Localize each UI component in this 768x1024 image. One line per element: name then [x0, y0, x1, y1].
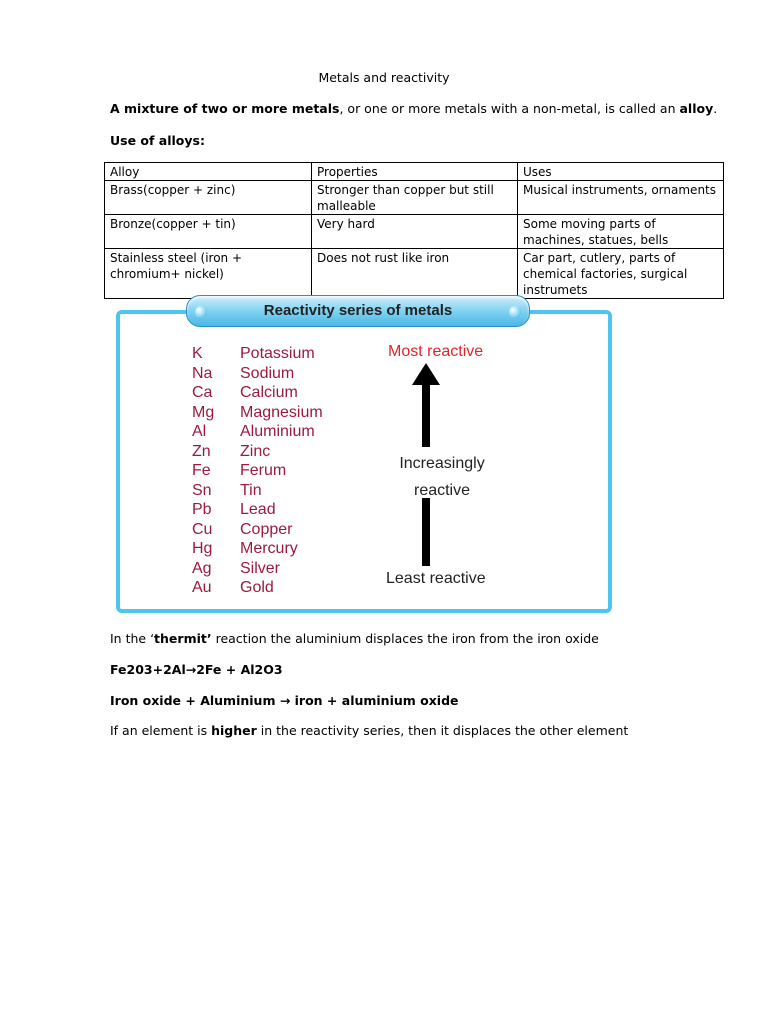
table-cell: Musical instruments, ornaments	[518, 181, 724, 215]
metal-symbol: Ag	[192, 559, 212, 577]
alloys-table	[104, 162, 724, 299]
increasingly-line2: reactive	[413, 482, 471, 499]
conclusion-bold: higher	[211, 723, 257, 738]
metal-symbol: Na	[192, 364, 213, 382]
metal-name: Gold	[240, 579, 274, 596]
metal-name: Ferum	[240, 462, 287, 479]
header-uses: Uses	[518, 163, 724, 181]
metal-name: Potassium	[240, 345, 315, 362]
conclusion-post: in the reactivity series, then it displaces the other element	[256, 723, 629, 738]
metal-name: Silver	[240, 559, 281, 577]
metal-symbol: Sn	[192, 481, 212, 499]
word-equation: Iron oxide + Aluminium → iron + aluminium oxide	[110, 693, 459, 708]
most-reactive-label: Most reactive	[388, 343, 484, 360]
increasingly-reactive-label	[386, 450, 498, 504]
reactivity-series-figure	[116, 295, 612, 613]
metal-name: Magnesium	[240, 403, 323, 421]
table-cell: Stronger than copper but still malleable	[312, 181, 518, 215]
table-cell: Very hard	[312, 215, 518, 249]
arrow-shaft-lower	[422, 498, 430, 566]
metal-symbol: Zn	[192, 442, 211, 460]
alloys-heading: Use of alloys:	[110, 133, 205, 148]
intro-bold-start: A mixture of two or more metals	[110, 101, 340, 116]
figure-title: Reactivity series of metals	[263, 302, 453, 319]
intro-middle: , or one or more metals with a non-metal, is called an	[339, 101, 680, 116]
metal-name: Copper	[240, 520, 293, 538]
conclusion-paragraph	[110, 723, 730, 739]
table-header-row	[105, 163, 724, 181]
metal-symbol: Hg	[192, 540, 213, 557]
metal-name: Lead	[240, 501, 276, 518]
table-cell: Bronze(copper + tin)	[105, 215, 312, 249]
thermit-post: reaction the aluminium displaces the iron from the iron oxide	[211, 631, 599, 646]
metal-symbol: Ca	[192, 384, 213, 401]
metal-name: Aluminium	[240, 423, 315, 440]
thermit-paragraph	[110, 631, 730, 647]
metal-symbol: Mg	[192, 403, 215, 421]
metal-symbol: Au	[192, 579, 212, 596]
header-alloy: Alloy	[105, 163, 312, 181]
table-row	[105, 181, 724, 215]
metal-symbol: K	[192, 345, 203, 362]
table-row	[105, 249, 724, 299]
page-title: Metals and reactivity	[318, 70, 450, 85]
arrow-head	[412, 363, 440, 385]
reactivity-arrow-icon	[116, 295, 612, 613]
metal-symbol: Cu	[192, 520, 213, 538]
least-reactive-label: Least reactive	[386, 570, 486, 587]
metal-name: Tin	[240, 481, 262, 499]
table-cell: Car part, cutlery, parts of chemical factories, surgical instrumets	[518, 249, 724, 299]
conclusion-pre: If an element is	[110, 723, 212, 738]
table-cell: Does not rust like iron	[312, 249, 518, 299]
table-cell: Some moving parts of machines, statues, bells	[518, 215, 724, 249]
metal-symbol: Pb	[192, 501, 212, 518]
thermit-bold: thermit’	[154, 631, 212, 646]
metal-name: Mercury	[240, 540, 298, 557]
intro-paragraph	[110, 101, 730, 117]
intro-end: .	[713, 101, 718, 116]
table-cell: Stainless steel (iron + chromium+ nickel)	[105, 249, 312, 299]
arrow-shaft-upper	[422, 385, 430, 447]
metal-name: Sodium	[240, 364, 295, 382]
intro-bold-word: alloy	[679, 101, 714, 116]
chemical-equation: Fe203+2Al→2Fe + Al2O3	[110, 662, 283, 677]
table-cell: Brass(copper + zinc)	[105, 181, 312, 215]
metal-name: Calcium	[240, 384, 298, 401]
increasingly-line1: Increasingly	[399, 455, 485, 472]
metal-name: Zinc	[240, 442, 271, 460]
metal-symbol: Fe	[192, 462, 211, 479]
header-properties: Properties	[312, 163, 518, 181]
metal-symbol: Al	[192, 423, 207, 440]
table-row	[105, 215, 724, 249]
thermit-pre: In the ‘	[110, 631, 155, 646]
